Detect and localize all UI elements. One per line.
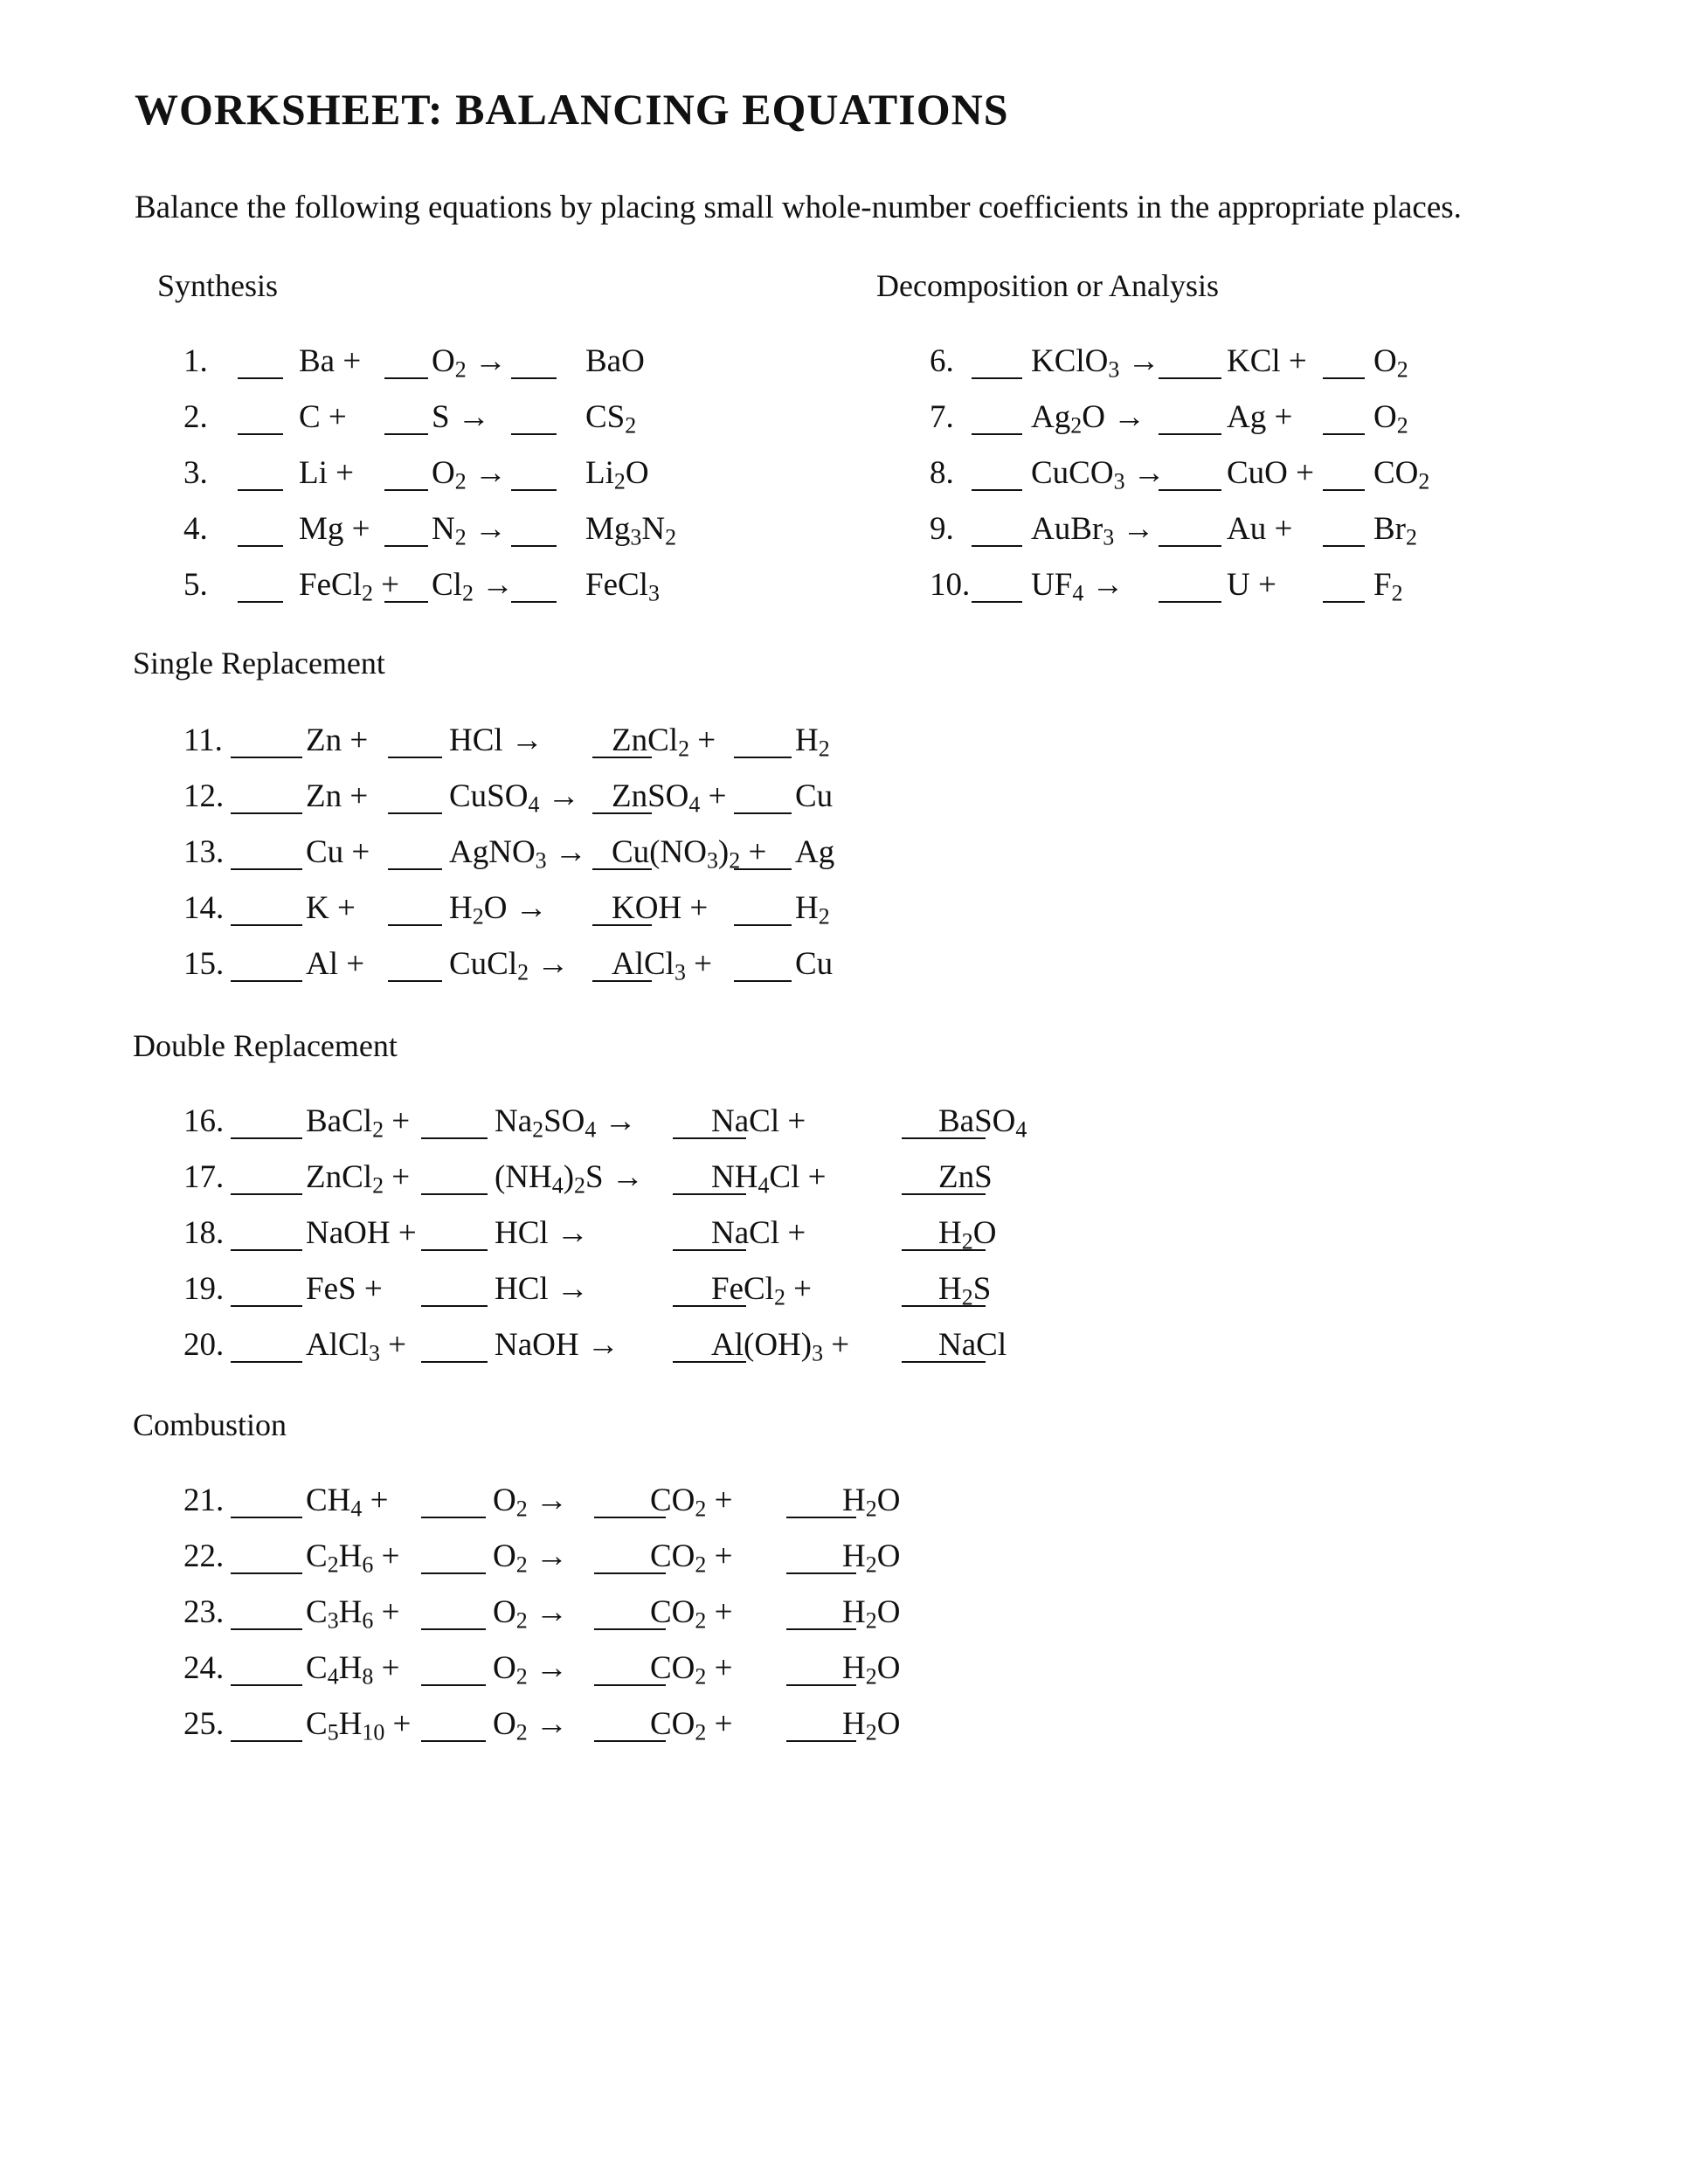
equation-number: 6. [930,343,954,379]
equation-11 [183,722,1040,765]
equation-16 [183,1102,1040,1146]
section-combustion-heading: Combustion [133,1407,287,1442]
formula-term: S → [432,399,490,435]
formula-term: $H_2O$ → [449,890,548,930]
equation-number: 9. [930,511,954,547]
equation-number: 12. [183,778,225,814]
coefficient-blank[interactable] [231,924,302,926]
formula-term: CuCl$_2$ → [449,946,570,985]
equation-7 [930,398,1688,442]
equation-number: 8. [930,455,954,491]
formula-term: HCl → [495,1271,589,1307]
formula-term: $C_3H_6$ + [306,1594,400,1634]
equation-9 [930,510,1688,554]
formula-term: $CO_2$ + [650,1482,733,1522]
formula-term: FeCl$_2$ + [299,567,400,606]
coefficient-blank[interactable] [231,1361,302,1363]
formula-term: $H_2O$ [842,1706,901,1745]
equation-6 [930,342,1688,386]
formula-term: ZnS [938,1159,993,1195]
coefficient-blank[interactable] [421,1249,488,1251]
formula-term: $CH_4$ + [306,1482,389,1522]
formula-term: NaCl [938,1327,1007,1363]
coefficient-blank[interactable] [231,1628,302,1630]
formula-term: $F_2$ [1373,567,1403,606]
coefficient-blank[interactable] [421,1684,486,1686]
coefficient-blank[interactable] [421,1517,486,1518]
formula-term: $Cl_2$ → [432,567,515,606]
formula-term: BaCl$_2$ + [306,1103,411,1143]
formula-term: AlCl$_3$ + [612,946,713,985]
formula-term: Ba + [299,343,362,379]
equation-number: 21. [183,1482,225,1518]
formula-term: Li + [299,455,354,491]
coefficient-blank[interactable] [421,1193,488,1195]
coefficient-blank[interactable] [972,433,1022,435]
equation-number: 11. [183,722,223,758]
coefficient-blank[interactable] [511,377,557,379]
formula-term: C + [299,399,347,435]
coefficient-blank[interactable] [421,1361,488,1363]
coefficient-blank[interactable] [1159,377,1221,379]
coefficient-blank[interactable] [231,1517,302,1518]
equation-10 [930,566,1688,610]
formula-term: $Br_2$ [1373,511,1417,550]
formula-term: Au + [1227,511,1293,547]
formula-term: Cu [795,946,834,982]
formula-term: $(NH_4)_2S$ → [495,1159,644,1199]
equation-number: 18. [183,1215,225,1251]
coefficient-blank[interactable] [231,1740,302,1742]
equation-2 [183,398,1040,442]
equation-number: 3. [183,455,208,491]
equation-23 [183,1593,1040,1637]
formula-term: Mg + [299,511,370,547]
formula-term: $H_2S$ [938,1271,992,1310]
formula-term: NaCl + [711,1215,806,1251]
coefficient-blank[interactable] [734,812,792,814]
coefficient-blank[interactable] [238,601,283,603]
coefficient-blank[interactable] [388,812,442,814]
section-synthesis-heading: Synthesis [157,268,279,303]
coefficient-blank[interactable] [1159,601,1221,603]
formula-term: $CO_2$ + [650,1594,733,1634]
formula-term: FeCl$_2$ + [711,1271,813,1310]
page-title: WORKSHEET: BALANCING EQUATIONS [135,85,1009,134]
formula-term: $CS_2$ [585,399,637,439]
coefficient-blank[interactable] [421,1572,486,1574]
formula-term: HCl → [495,1215,589,1251]
coefficient-blank[interactable] [972,601,1022,603]
coefficient-blank[interactable] [972,377,1022,379]
coefficient-blank[interactable] [734,924,792,926]
formula-term: K + [306,890,356,926]
equation-4 [183,510,1040,554]
formula-term: Al + [306,946,365,982]
formula-term: BaO [585,343,645,379]
formula-term: NaOH → [495,1327,619,1363]
formula-term: Zn + [306,778,369,814]
coefficient-blank[interactable] [231,1137,302,1139]
coefficient-blank[interactable] [1323,433,1365,435]
formula-term: NaOH + [306,1215,417,1251]
equation-14 [183,889,1040,933]
formula-term: $H_2O$ [842,1650,901,1690]
coefficient-blank[interactable] [511,601,557,603]
equation-number: 15. [183,946,225,982]
coefficient-blank[interactable] [231,1684,302,1686]
coefficient-blank[interactable] [511,433,557,435]
coefficient-blank[interactable] [1323,601,1365,603]
equation-number: 5. [183,567,208,603]
formula-term: FeCl$_3$ [585,567,660,606]
coefficient-blank[interactable] [231,1249,302,1251]
formula-term: $C_2H_6$ + [306,1538,400,1578]
coefficient-blank[interactable] [384,489,428,491]
formula-term: $CO_2$ + [650,1706,733,1745]
formula-term: $NH_4Cl$ + [711,1159,827,1199]
instructions: Balance the following equations by placing small whole-number coefficients in the appropriate places. [135,190,1462,225]
formula-term: KOH + [612,890,709,926]
formula-term: ZnCl$_2$ + [306,1159,411,1199]
formula-term: $Li_2O$ [585,455,649,494]
equation-19 [183,1270,1040,1314]
equation-25 [183,1705,1040,1749]
coefficient-blank[interactable] [231,1193,302,1195]
formula-term: CuCO$_3$ → [1031,455,1166,494]
formula-term: Ag [795,834,835,870]
equation-number: 4. [183,511,208,547]
equation-12 [183,778,1040,821]
equation-number: 16. [183,1103,225,1139]
formula-term: $O_2$ → [493,1650,568,1690]
formula-term: Cu + [306,834,370,870]
formula-term: $UF_4$ → [1031,567,1124,606]
section-double-replacement-heading: Double Replacement [133,1028,398,1063]
formula-term: $O_2$ → [493,1482,568,1522]
formula-term: HCl → [449,722,543,758]
coefficient-blank[interactable] [1159,489,1221,491]
formula-term: $CO_2$ + [650,1538,733,1578]
coefficient-blank[interactable] [238,433,283,435]
formula-term: Cu [795,778,834,814]
section-decomposition-heading: Decomposition or Analysis [876,268,1219,303]
equation-number: 17. [183,1159,225,1195]
formula-term: $H_2O$ [842,1482,901,1522]
equation-24 [183,1649,1040,1693]
coefficient-blank[interactable] [231,868,302,870]
coefficient-blank[interactable] [421,1740,486,1742]
formula-term: Zn + [306,722,369,758]
formula-term: $Mg_3N_2$ [585,511,677,550]
coefficient-blank[interactable] [388,924,442,926]
equation-number: 14. [183,890,225,926]
formula-term: ZnCl$_2$ + [612,722,716,762]
equation-20 [183,1326,1040,1370]
equation-number: 10. [930,567,971,603]
equation-1 [183,342,1040,386]
formula-term: $C_4H_8$ + [306,1650,400,1690]
coefficient-blank[interactable] [384,377,428,379]
equation-22 [183,1538,1040,1581]
coefficient-blank[interactable] [1159,545,1221,547]
equation-number: 20. [183,1327,225,1363]
formula-term: $H_2$ [795,722,830,762]
formula-term: KClO$_3$ → [1031,343,1160,383]
equation-13 [183,833,1040,877]
section-single-replacement-heading: Single Replacement [133,646,385,681]
coefficient-blank[interactable] [511,545,557,547]
coefficient-blank[interactable] [1159,433,1221,435]
formula-term: AuBr$_3$ → [1031,511,1155,550]
formula-term: $N_2$ → [432,511,507,550]
formula-term: $H_2O$ [842,1594,901,1634]
equation-number: 2. [183,399,208,435]
coefficient-blank[interactable] [231,757,302,758]
coefficient-blank[interactable] [238,377,283,379]
formula-term: U + [1227,567,1276,603]
formula-term: $CO_2$ + [650,1650,733,1690]
formula-term: $Cu(NO_3)_2$ + [612,834,767,874]
formula-term: CuSO$_4$ → [449,778,580,818]
coefficient-blank[interactable] [238,489,283,491]
equation-15 [183,945,1040,989]
coefficient-blank[interactable] [231,1572,302,1574]
formula-term: $O_2$ [1373,399,1408,439]
equation-number: 25. [183,1706,225,1742]
formula-term: $C_5H_{10}$ + [306,1706,412,1745]
formula-term: $Ag_2O$ → [1031,399,1146,439]
coefficient-blank[interactable] [972,489,1022,491]
formula-term: $CO_2$ [1373,455,1430,494]
equation-number: 24. [183,1650,225,1686]
equation-number: 23. [183,1594,225,1630]
equation-18 [183,1214,1040,1258]
formula-term: KCl + [1227,343,1307,379]
equation-21 [183,1482,1040,1525]
formula-term: $Na_2SO_4$ → [495,1103,637,1143]
coefficient-blank[interactable] [231,812,302,814]
coefficient-blank[interactable] [1323,377,1365,379]
formula-term: ZnSO$_4$ + [612,778,727,818]
equation-number: 22. [183,1538,225,1574]
coefficient-blank[interactable] [1323,545,1365,547]
equation-17 [183,1158,1040,1202]
coefficient-blank[interactable] [511,489,557,491]
coefficient-blank[interactable] [388,868,442,870]
formula-term: $O_2$ → [493,1594,568,1634]
formula-term: NaCl + [711,1103,806,1139]
formula-term: Ag + [1227,399,1293,435]
coefficient-blank[interactable] [734,980,792,982]
coefficient-blank[interactable] [238,545,283,547]
coefficient-blank[interactable] [384,545,428,547]
coefficient-blank[interactable] [421,1305,488,1307]
coefficient-blank[interactable] [388,757,442,758]
coefficient-blank[interactable] [972,545,1022,547]
coefficient-blank[interactable] [231,1305,302,1307]
formula-term: $O_2$ [1373,343,1408,383]
formula-term: CuO + [1227,455,1315,491]
coefficient-blank[interactable] [421,1628,486,1630]
coefficient-blank[interactable] [1323,489,1365,491]
formula-term: $O_2$ → [432,343,507,383]
formula-term: FeS + [306,1271,383,1307]
coefficient-blank[interactable] [231,980,302,982]
formula-term: BaSO$_4$ [938,1103,1027,1143]
equation-number: 1. [183,343,208,379]
equation-number: 13. [183,834,225,870]
coefficient-blank[interactable] [734,757,792,758]
formula-term: $H_2$ [795,890,830,930]
formula-term: AlCl$_3$ + [306,1327,407,1366]
formula-term: AgNO$_3$ → [449,834,587,874]
equation-8 [930,454,1688,498]
equation-number: 7. [930,399,954,435]
formula-term: $H_2O$ [938,1215,997,1254]
formula-term: $O_2$ → [493,1538,568,1578]
formula-term: $H_2O$ [842,1538,901,1578]
equation-3 [183,454,1040,498]
equation-5 [183,566,1040,610]
coefficient-blank[interactable] [421,1137,488,1139]
coefficient-blank[interactable] [384,433,428,435]
equation-number: 19. [183,1271,225,1307]
formula-term: $O_2$ → [493,1706,568,1745]
coefficient-blank[interactable] [388,980,442,982]
formula-term: $Al(OH)_3$ + [711,1327,850,1366]
formula-term: $O_2$ → [432,455,507,494]
